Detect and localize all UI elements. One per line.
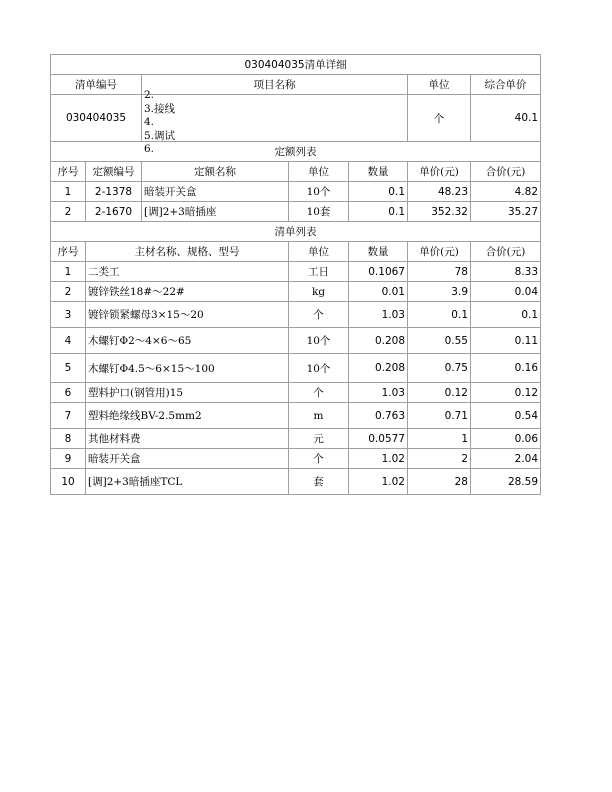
cell-unit: 10个: [289, 182, 349, 202]
cell-material-name: 塑料绝缘线BV-2.5mm2: [86, 403, 289, 429]
materials-header-row: [51, 242, 541, 262]
mat-col-unit: 单位: [289, 242, 349, 262]
quota-col-index: 序号: [51, 162, 86, 182]
cell-unit-price: 2: [408, 449, 471, 469]
cell-unit: m: [289, 403, 349, 429]
cell-material-name: 其他材料费: [86, 429, 289, 449]
cell-code: 2-1670: [86, 202, 142, 222]
mat-col-total: 合价(元): [471, 242, 541, 262]
cell-index: 1: [51, 262, 86, 282]
cell-qty: 1.03: [349, 383, 408, 403]
cell-total: 0.11: [471, 328, 541, 354]
cell-unit: 个: [289, 449, 349, 469]
item-code: 030404035: [51, 95, 142, 142]
quota-col-total: 合价(元): [471, 162, 541, 182]
desc-line: 3.接线: [144, 102, 176, 115]
sheet-title: 030404035清单详细: [51, 55, 541, 75]
cell-qty: 0.208: [349, 354, 408, 383]
cell-total: 0.04: [471, 282, 541, 302]
table-row: [51, 469, 541, 495]
cell-material-name: [调]2+3暗插座TCL: [86, 469, 289, 495]
desc-line: 6.: [144, 143, 155, 155]
cell-name: [调]2+3暗插座: [142, 202, 289, 222]
table-row: [51, 262, 541, 282]
cell-total: 8.33: [471, 262, 541, 282]
cell-qty: 0.1067: [349, 262, 408, 282]
materials-body: [51, 262, 541, 495]
cell-code: 2-1378: [86, 182, 142, 202]
quota-col-name: 定额名称: [142, 162, 289, 182]
item-unit: 个: [408, 95, 471, 142]
quota-col-code: 定额编号: [86, 162, 142, 182]
cell-material-name: 镀锌铁丝18#～22#: [86, 282, 289, 302]
name-header: 项目名称: [142, 75, 408, 95]
quota-col-unit: 单位: [289, 162, 349, 182]
cell-unit-price: 0.75: [408, 354, 471, 383]
cell-index: 1: [51, 182, 86, 202]
cell-qty: 1.02: [349, 469, 408, 495]
cell-unit-price: 48.23: [408, 182, 471, 202]
cell-total: 0.06: [471, 429, 541, 449]
cell-material-name: 暗装开关盒: [86, 449, 289, 469]
mat-col-name: 主材名称、规格、型号: [86, 242, 289, 262]
cell-index: 3: [51, 302, 86, 328]
cell-unit-price: 1: [408, 429, 471, 449]
cell-unit-price: 352.32: [408, 202, 471, 222]
cell-index: 9: [51, 449, 86, 469]
cell-total: 28.59: [471, 469, 541, 495]
quota-section-title: 定额列表: [51, 142, 541, 162]
cell-qty: 1.03: [349, 302, 408, 328]
unit-header: 单位: [408, 75, 471, 95]
cell-qty: 0.1: [349, 182, 408, 202]
table-row: [51, 328, 541, 354]
cell-unit-price: 0.71: [408, 403, 471, 429]
cell-total: 0.1: [471, 302, 541, 328]
desc-line: 5.调试: [144, 129, 176, 142]
cell-unit: 10个: [289, 328, 349, 354]
cell-index: 5: [51, 354, 86, 383]
table-row: [51, 383, 541, 403]
cell-unit: 个: [289, 383, 349, 403]
cell-total: 4.82: [471, 182, 541, 202]
cell-unit: 个: [289, 302, 349, 328]
cell-unit: 10套: [289, 202, 349, 222]
table-row: [51, 354, 541, 383]
table-row: [51, 429, 541, 449]
cell-qty: 0.0577: [349, 429, 408, 449]
table-row: [51, 449, 541, 469]
cell-material-name: 镀锌锁紧螺母3×15～20: [86, 302, 289, 328]
item-price: 40.1: [471, 95, 541, 142]
cell-name: 暗装开关盒: [142, 182, 289, 202]
mat-col-unit-price: 单价(元): [408, 242, 471, 262]
cell-unit-price: 0.1: [408, 302, 471, 328]
cell-index: 2: [51, 282, 86, 302]
cell-qty: 0.1: [349, 202, 408, 222]
cell-unit-price: 28: [408, 469, 471, 495]
cell-qty: 0.208: [349, 328, 408, 354]
cell-total: 0.16: [471, 354, 541, 383]
cell-unit: 元: [289, 429, 349, 449]
cell-index: 10: [51, 469, 86, 495]
cell-index: 2: [51, 202, 86, 222]
table-row: [51, 282, 541, 302]
table-row: [51, 403, 541, 429]
cell-unit-price: 3.9: [408, 282, 471, 302]
cell-index: 6: [51, 383, 86, 403]
table-row: [51, 202, 541, 222]
table-row: [51, 302, 541, 328]
cell-unit-price: 0.12: [408, 383, 471, 403]
quota-col-qty: 数量: [349, 162, 408, 182]
code-header: 清单编号: [51, 75, 142, 95]
cell-unit: kg: [289, 282, 349, 302]
cell-unit: 工日: [289, 262, 349, 282]
cell-unit: 套: [289, 469, 349, 495]
cell-total: 0.54: [471, 403, 541, 429]
materials-section-title: 清单列表: [51, 222, 541, 242]
cell-material-name: 二类工: [86, 262, 289, 282]
cell-index: 7: [51, 403, 86, 429]
desc-line: 2.: [144, 89, 155, 101]
cell-material-name: 木螺钉Φ4.5～6×15～100: [86, 354, 289, 383]
price-header: 综合单价: [471, 75, 541, 95]
table-row: [51, 182, 541, 202]
cell-qty: 0.763: [349, 403, 408, 429]
cell-qty: 0.01: [349, 282, 408, 302]
quota-header-row: [51, 162, 541, 182]
cell-total: 0.12: [471, 383, 541, 403]
cell-unit-price: 0.55: [408, 328, 471, 354]
cell-total: 35.27: [471, 202, 541, 222]
cell-index: 4: [51, 328, 86, 354]
cell-material-name: 塑料护口(钢管用)15: [86, 383, 289, 403]
mat-col-qty: 数量: [349, 242, 408, 262]
cell-index: 8: [51, 429, 86, 449]
bill-detail-table: [50, 54, 541, 495]
cell-material-name: 木螺钉Φ2～4×6～65: [86, 328, 289, 354]
cell-qty: 1.02: [349, 449, 408, 469]
cell-total: 2.04: [471, 449, 541, 469]
quota-col-unit-price: 单价(元): [408, 162, 471, 182]
mat-col-index: 序号: [51, 242, 86, 262]
cell-unit-price: 78: [408, 262, 471, 282]
desc-line: 4.: [144, 116, 155, 128]
cell-unit: 10个: [289, 354, 349, 383]
